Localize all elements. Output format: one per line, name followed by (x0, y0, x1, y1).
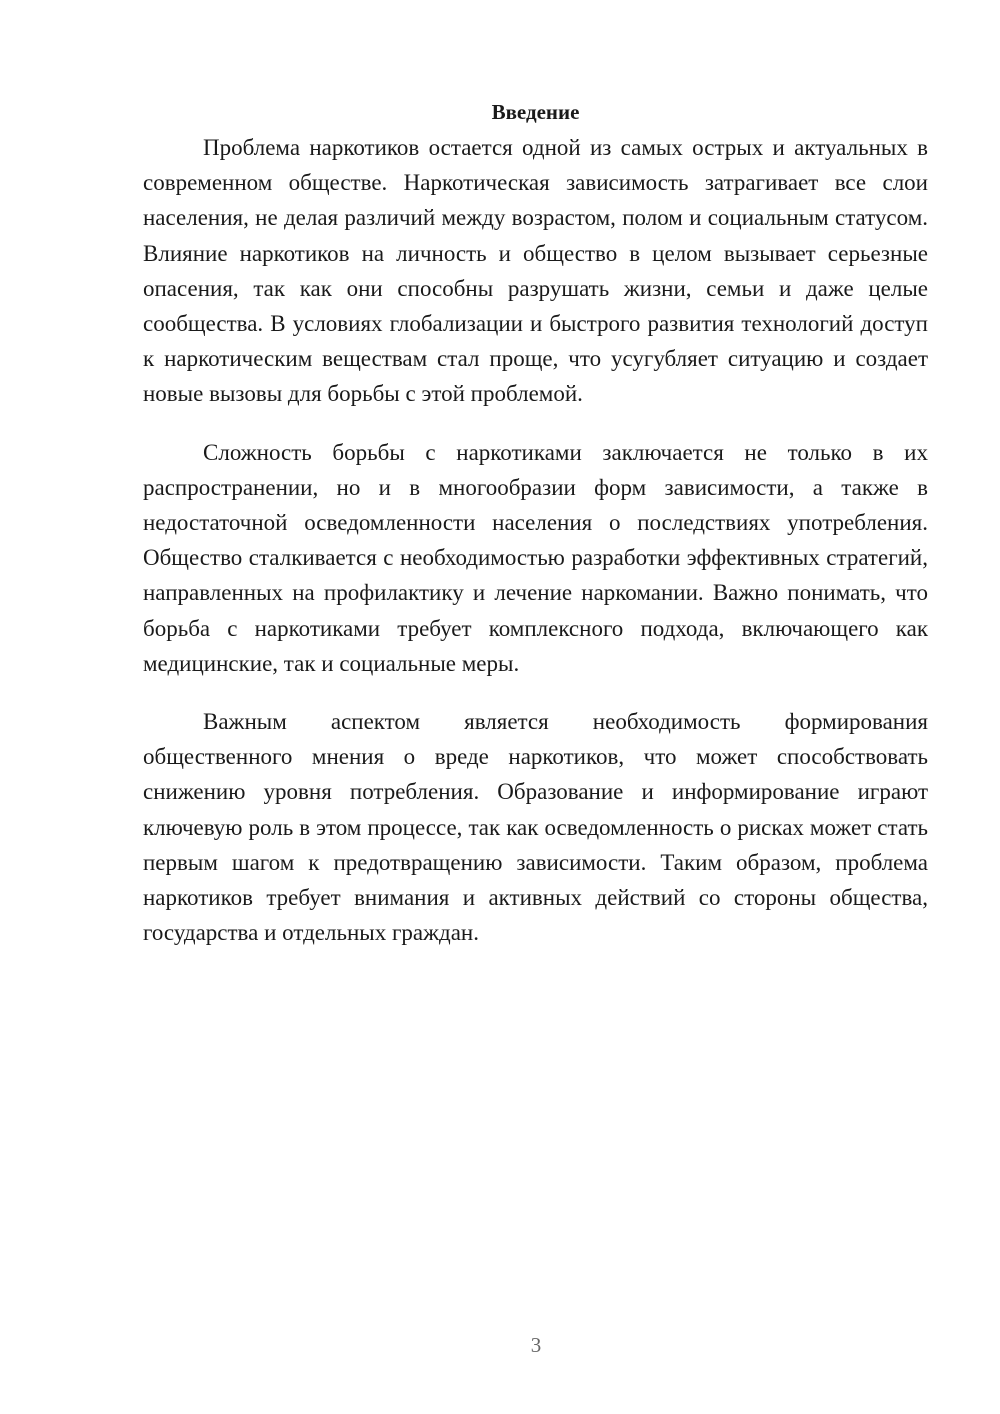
paragraph-2: Сложность борьбы с наркотиками заключается не только в их распространении, но и в многообразии форм зависимости, а также в недостаточной осведомленности населения о последствиях употребления. Общество сталкивается с необходимостью разработки эффективных стратегий, направленных на профилактику и лечение наркомании. Важно понимать, что борьба с наркотиками требует комплексного подхода, включающего как медицинские, так и социальные меры. (143, 439, 928, 676)
paragraph-1: Проблема наркотиков остается одной из самых острых и актуальных в современном обществе. Наркотическая зависимость затрагивает все слои населения, не делая различий между возрастом, полом и социальным статусом. Влияние наркотиков на личность и общество в целом вызывает серьезные опасения, так как они способны разрушать жизни, семьи и даже целые сообщества. В условиях глобализации и быстрого развития технологий доступ к наркотическим веществам стал проще, что усугубляет ситуацию и создает новые вызовы для борьбы с этой проблемой. (143, 135, 928, 407)
section-heading: Введение (491, 100, 580, 124)
page-content (143, 95, 928, 950)
paragraph-3: Важным аспектом является необходимость формирования общественного мнения о вреде наркотиков, что может способствовать снижению уровня потребления. Образование и информирование играют ключевую роль в этом процессе, так как осведомленность о рисках может стать первым шагом к предотвращению зависимости. Таким образом, проблема наркотиков требует внимания и активных действий со стороны общества, государства и отдельных граждан. (143, 709, 928, 946)
page-number: 3 (530, 1333, 542, 1357)
